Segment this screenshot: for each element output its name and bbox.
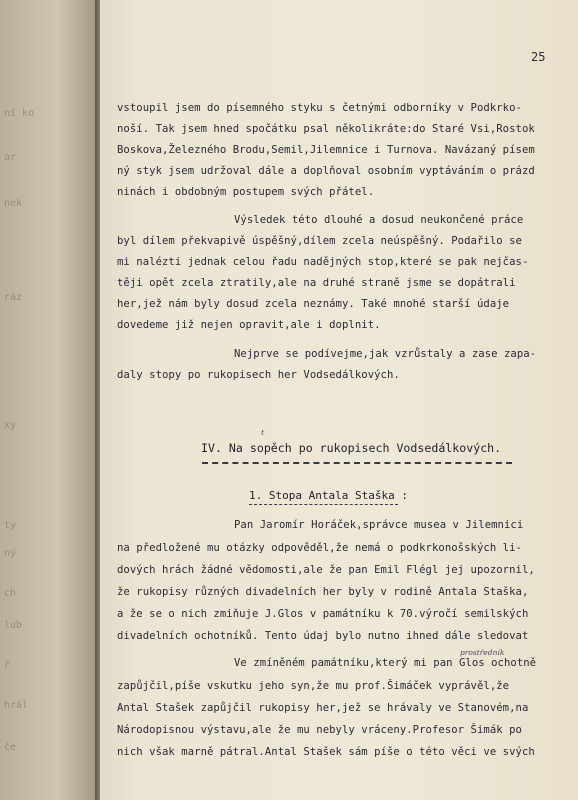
subsection-heading [249,489,408,502]
text-line: ný styk jsem udržoval dále a doplňoval osobním vyptáváním o prázd [117,165,535,177]
text-line: mi nalézti jednak celou řadu nadějných stop,které se pak nejčas- [117,256,529,268]
facing-page-fragment: ř [4,660,11,671]
section-heading: IV. Na sopěch po rukopisech Vodsedálkových. [201,441,502,455]
text-line: těji opět zcela ztratily,ale na druhé straně jsme se dopátrali [117,277,516,289]
text-line: noší. Tak jsem hned spočátku psal několikráte:do Staré Vsi,Rostok [117,123,535,135]
handwritten-correction: t [261,428,265,437]
heading-rule [202,462,512,464]
handwritten-insert: prostředník [460,648,505,657]
text-line: Národopisnou výstavu,ale že mu nebyly vráceny.Profesor Šimák po [117,724,522,736]
text-line: Výsledek této dlouhé a dosud neukončené práce [234,214,524,226]
text-line: dových hrách žádné vědomosti,ale že pan Emil Flégl jej upozornil, [117,564,535,576]
facing-page-fragment: xy [4,420,17,431]
text-line: her,jež nám byly dosud zcela neznámy. Také mnohé starší údaje [117,298,510,310]
text-line: vstoupil jsem do písemného styku s četnými odborníky v Podkrko- [117,102,522,114]
facing-page-fragment: ty [4,520,17,531]
text-line: Nejprve se podívejme,jak vzrůstaly a zase zapa- [234,348,537,360]
page-number: 25 [531,50,546,64]
text-line: Antal Stašek zapůjčil rukopisy her,jež se hrávaly ve Stanovém,na [117,702,529,714]
text-line: a že se o nich zmiňuje J.Glos v památníku k 70.výročí semilských [117,608,529,620]
text-line: dovedeme již nejen opravit,ale i doplnit. [117,319,381,331]
facing-page-fragment: če [4,742,17,753]
facing-page-fragment: ar [4,152,17,163]
text-line: Ve zmíněném památníku,který mi pan Glos ochotně [234,657,537,669]
facing-page-fragment: lub [4,620,23,631]
facing-page-fragment: nek [4,198,23,209]
text-line: Pan Jaromír Horáček,správce musea v Jilemnici [234,519,524,531]
typewritten-page [100,0,578,800]
text-line: že rukopisy různých divadelních her byly v rodině Antala Staška, [117,586,529,598]
text-line: na předložené mu otázky odpověděl,že nemá o podkrkonošských li- [117,542,522,554]
facing-page-fragment: ný [4,548,17,559]
text-line: byl dílem překvapivě úspěšný,dílem zcela neúspěšný. Podařilo se [117,235,522,247]
text-line: daly stopy po rukopisech her Vodsedálkových. [117,369,400,381]
subsection-underline [249,504,398,505]
text-line: Boskova,Železného Brodu,Semil,Jilemnice i Turnova. Navázaný písem [117,144,535,156]
subsection-heading-text: 1. Stopa Antala Staška : [249,489,408,502]
text-line: zapůjčil,píše vskutku jeho syn,že mu prof.Šimáček vyprávěl,že [117,680,510,692]
text-line: ninách i obdobným postupem svých přátel. [117,186,375,198]
text-line: nich však marně pátral.Antal Stašek sám píše o této věci ve svých [117,746,535,758]
facing-page-edge [0,0,95,800]
facing-page-fragment: ní ko [4,108,35,119]
facing-page-fragment: hrál [4,700,29,711]
facing-page-fragment: ch [4,588,17,599]
facing-page-fragment: ráz [4,292,23,303]
text-line: divadelních ochotníků. Tento údaj bylo nutno ihned dále sledovat [117,630,529,642]
